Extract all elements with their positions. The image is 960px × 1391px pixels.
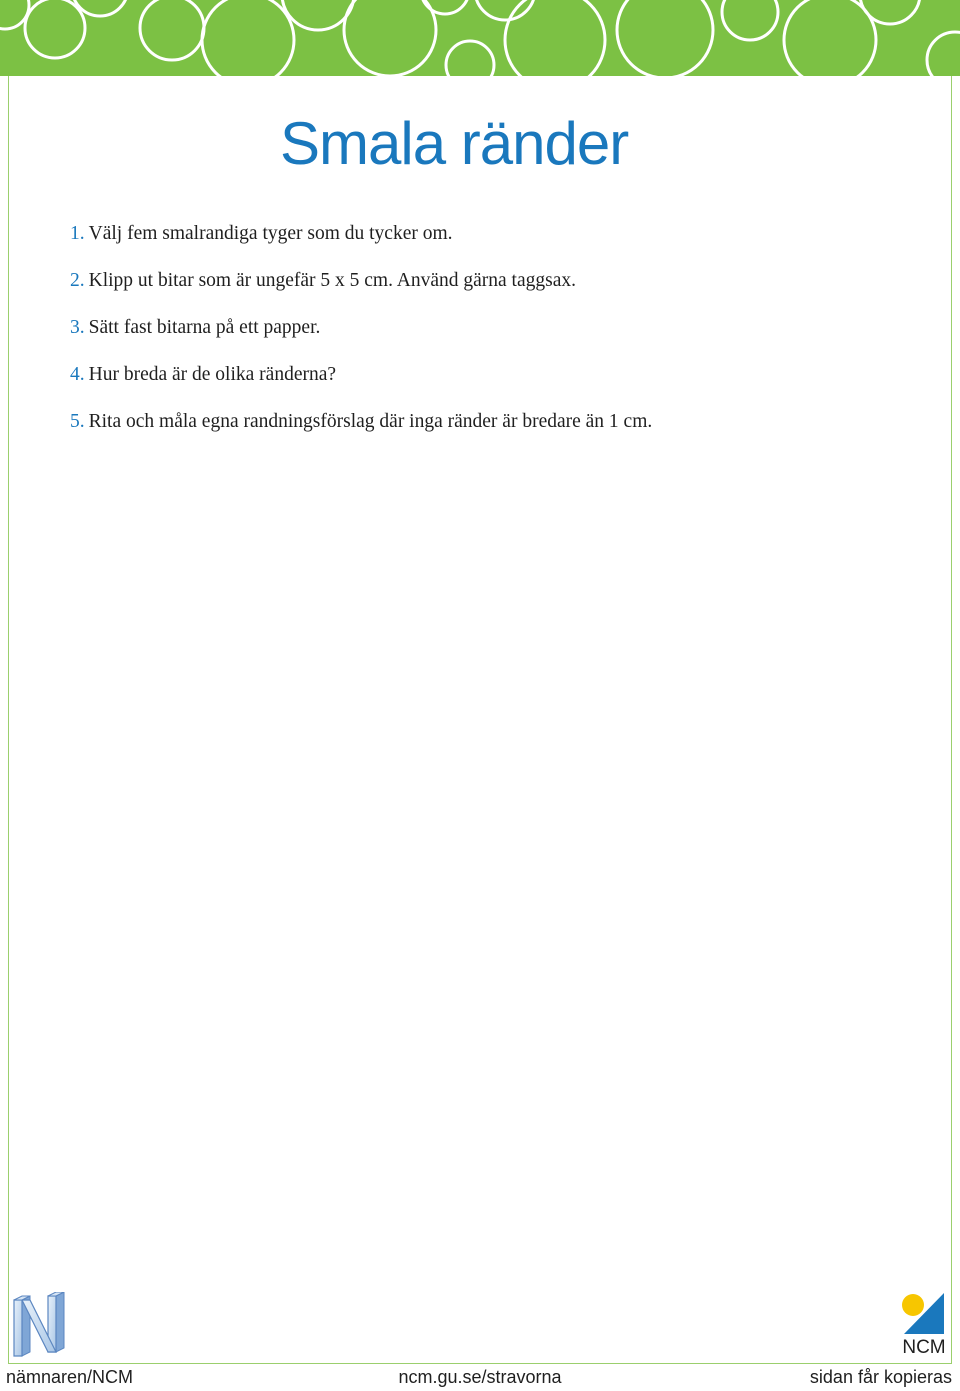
step-text: Sätt fast bitarna på ett papper. [88, 317, 321, 338]
ncm-sun-triangle-icon [898, 1290, 950, 1338]
list-item [70, 219, 652, 266]
circle-pattern [0, 0, 960, 76]
step-number: 4. [70, 364, 85, 385]
step-text: Klipp ut bitar som är ungefär 5 x 5 cm. Använd gärna taggsax. [88, 270, 577, 291]
list-item [70, 407, 652, 454]
instruction-list [70, 219, 652, 454]
page-title: Smala ränder [280, 110, 629, 177]
letter-n-icon [12, 1292, 68, 1365]
step-text: Hur breda är de olika ränderna? [88, 364, 337, 385]
footer-source: nämnaren/NCM [6, 1367, 134, 1387]
step-number: 5. [70, 411, 85, 432]
step-text: Välj fem smalrandiga tyger som du tycker om. [88, 223, 453, 244]
list-item [70, 313, 652, 360]
footer-copy-note: sidan får kopieras [809, 1367, 952, 1387]
footer-url: ncm.gu.se/stravorna [398, 1367, 562, 1387]
step-number: 2. [70, 270, 85, 291]
header-band [0, 0, 960, 76]
step-number: 1. [70, 223, 85, 244]
list-item [70, 266, 652, 313]
footer [0, 1364, 960, 1391]
ncm-logo-text: NCM [902, 1337, 946, 1358]
list-item [70, 360, 652, 407]
ncm-logo [898, 1290, 950, 1360]
step-text: Rita och måla egna randningsförslag där inga ränder är bredare än 1 cm. [88, 411, 653, 432]
step-number: 3. [70, 317, 85, 338]
